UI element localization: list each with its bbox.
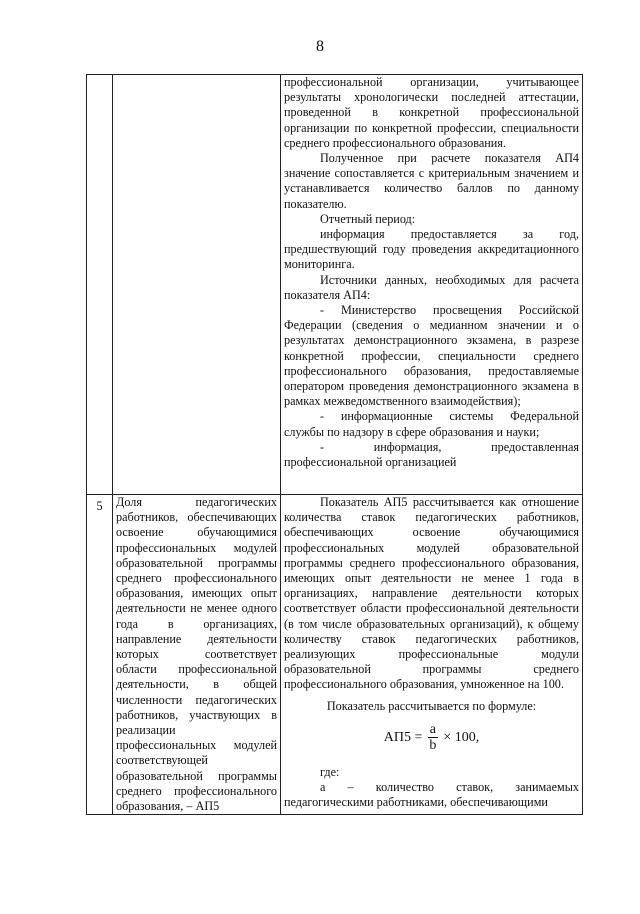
criteria-table (86, 74, 583, 815)
row-number-cell: 5 (87, 495, 113, 815)
formula-fraction (427, 722, 438, 753)
page-number: 8 (316, 38, 324, 55)
paragraph: Показатель АП5 рассчитывается как отношение количества ставок педагогических работников, обеспечивающих освоение обучающимися профессиональных модулей образовательной программы среднего профессионального образования, имеющих опыт деятельности не менее 1 года в организациях, направление деятельности которых соответствует области профессиональной деятельности (в том числе образовательных организаций), к общему количеству ставок педагогических работников, реализующих профессиональные модули образовательной программы среднего профессионального образования, умноженное на 100. (284, 495, 579, 692)
formula-lhs: АП5 = (383, 729, 423, 745)
paragraph: Полученное при расчете показателя АП4 значение сопоставляется с критериальным значением и устанавливается количество баллов по данному показателю. (284, 151, 579, 211)
description-cell (281, 75, 583, 495)
row-number-cell (87, 75, 113, 495)
description-cell (281, 495, 583, 815)
indicator-cell (113, 495, 281, 815)
formula-intro: Показатель рассчитывается по формуле: (326, 698, 537, 713)
paragraph: - информационные системы Федеральной службы по надзору в сфере образования и науки; (284, 409, 579, 439)
paragraph: - Министерство просвещения Российской Федерации (сведения о медианном значении и о результатах демонстрационного экзамена, в разрезе конкретной профессии, специальности среднего профессионального образования, предоставляемые оператором проведения демонстрационного экзамена в рамках межведомственного взаимодействия); (284, 303, 579, 409)
formula-denominator: b (429, 737, 437, 753)
paragraph: профессиональной организации, учитывающее результаты хронологически последней аттестации, проведенной в конкретной профессиональной организации по конкретной профессии, специальности среднего профессионального образования. (284, 75, 579, 150)
indicator-cell (113, 75, 281, 495)
paragraph: - информация, предоставленная профессиональной организацией (284, 439, 579, 470)
paragraph: Отчетный период: (320, 211, 416, 226)
table-row (87, 495, 583, 815)
definition-a: а – количество ставок, занимаемых педагогическими работниками, обеспечивающими (284, 780, 579, 810)
indicator-text: Доля педагогических работников, обеспечивающих освоение обучающимися профессиональных модулей образовательной программы среднего профессионального образования, имеющих опыт деятельности не менее одного года в организациях, направление деятельности которых соответствует области профессиональной деятельности, в общей численности педагогических работников, участвующих в реализации профессиональных модулей соответствующей образовательной программы среднего профессионального образования, – АП5 (116, 495, 277, 814)
formula-numerator: a (429, 721, 436, 737)
table-row (87, 75, 583, 495)
where-label: где: (320, 764, 340, 779)
formula-rhs: × 100, (443, 729, 480, 745)
paragraph: Источники данных, необходимых для расчета показателя АП4: (284, 272, 579, 302)
formula (284, 722, 579, 753)
paragraph: информация предоставляется за год, предшествующий году проведения аккредитационного мониторинга. (284, 227, 579, 272)
